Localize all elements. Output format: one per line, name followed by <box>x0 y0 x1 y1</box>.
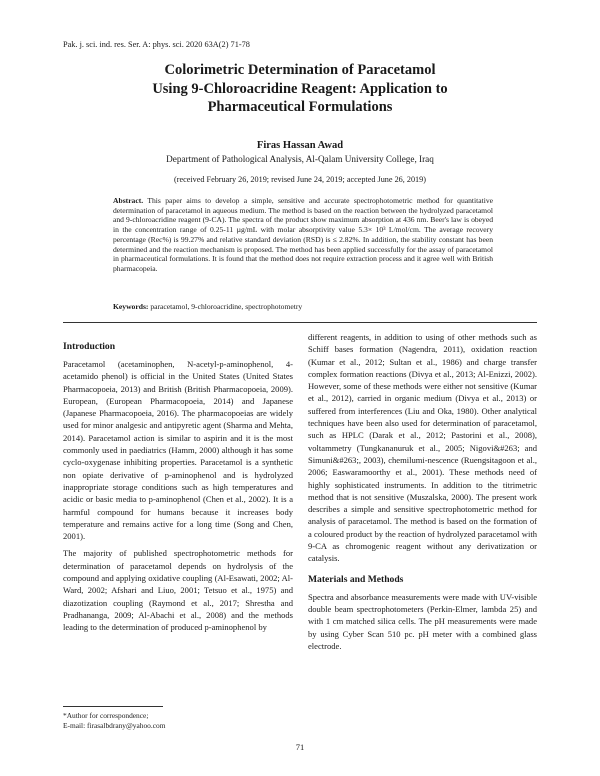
keywords-text: paracetamol, 9-chloroacridine, spectrophotometry <box>150 302 303 311</box>
title-line-3: Pharmaceutical Formulations <box>207 99 393 115</box>
paper-title <box>0 61 600 117</box>
right-column <box>308 331 537 652</box>
page-number: 71 <box>295 742 305 752</box>
footnote-email: E-mail: firasalbdrany@yahoo.com <box>63 721 166 730</box>
journal-citation: Pak. j. sci. ind. res. Ser. A: phys. sci. 2020 63A(2) 71-78 <box>63 40 250 49</box>
materials-methods-paragraph: Spectra and absorbance measurements were made with UV-visible double beam spectrophotometers (Perkin-Elmer, lambda 25) and with 1 cm matched silica cells. The pH measurements were made by using Cyber Scan 510 pc. pH meter with a combined glass electrode. <box>308 591 537 651</box>
submission-dates: (received February 26, 2019; revised June 24, 2019; accepted June 26, 2019) <box>174 175 426 184</box>
materials-methods-heading: Materials and Methods <box>308 573 404 585</box>
abstract <box>113 196 493 274</box>
abstract-text: This paper aims to develop a simple, sensitive and accurate spectrophotometric method for quantitative determination of paracetamol in aqueous medium. The method is based on the reaction between the hydrolyzed paracetamol and 9-chloroacridine reagent (9-CA). The spectra of the product show maximum absorption at 436 nm. Beer's law is obeyed in the concentration range of 0.25-11 µg/mL with molar absorptivity value 5.3× 10³ L/mol/cm. The average recovery percentage (Rec%) is 99.27% and relative standard deviation (RSD) is ≤ 2.82%. In addition, the stability constant has been determined and the reaction mechanism is proposed. The method has been applied successfully for the assay of paracetamol in pharmaceutical formulations. It is found that the method does not require extraction process and it agree well with British pharmacopeia. <box>113 196 493 273</box>
footnote-correspondence: *Author for correspondence; <box>63 711 149 720</box>
left-column <box>63 341 293 634</box>
footnote <box>63 711 165 731</box>
keywords-label: Keywords: <box>113 302 149 311</box>
title-line-1: Colorimetric Determination of Paracetamol <box>164 62 436 78</box>
author-name: Firas Hassan Awad <box>256 140 344 151</box>
author-affiliation: Department of Pathological Analysis, Al-Qalam University College, Iraq <box>166 154 434 164</box>
introduction-paragraph-1: Paracetamol (acetaminophen, N-acetyl-p-aminophenol, 4-acetamido phenol) is official in the United States (United States Pharmacopoeia, 2013) and British (British Pharmacopoeia, 2009). European, (European Pharmacopoeia, 2014) and Japanese (Japanese Pharmacopoeia, 2016). The pharmacopoeias are widely used for minor analgesic and antipyretic agent (Sharma and Mehta, 2014). Paracetamol action is similar to aspirin and it is the most commonly used in paediatrics (Hamm, 2000) although it has some cyclo-oxygenase inhibiting properties. Paracetamol is a synthetic non opiate derivative of p-aminophenol and is hydrolyzed inappropriate storage conditions such as high temperatures and acidic or basic media to p-aminophenol (Chen et al., 2002). It is a harmful compound for humans because it increases body temperature and remains active for a long time (Song and Chen, 2001). <box>63 359 293 542</box>
abstract-label: Abstract. <box>113 196 144 205</box>
introduction-paragraph-2: The majority of published spectrophotometric methods for determination of paracetamol depends on hydrolysis of the compound and applying oxidative coupling (Al-Esawati, 2002; Al-Ward, 2002; Afshari and Liuo, 2001; Tetsuo et al., 1975) and diazotization coupling (Raymond et al., 2017; Shrestha and Pradhananga, 2009; Al-Abachi et al., 2008) and the methods leading to the determination of produced p-aminophenol by <box>63 548 293 633</box>
keywords <box>113 302 493 311</box>
title-line-2: Using 9-Chloroacridine Reagent: Application to <box>152 80 448 97</box>
footnote-divider <box>63 706 163 707</box>
introduction-paragraph-3: different reagents, in addition to using of other methods such as Schiff bases formation (Nagendra, 2011), oxidation reaction (Kumar et al., 2012; Sultan et al., 1986) and charge transfer complex formation reactions (Divya et al., 2013; Al-Enizzi, 2002). However, some of these methods were either not sensitive (Kumar et al., 2012), carried in organic medium (Divya et al., 2013) or suffered from interferences (Liu and Oka, 1980). Other analytical techniques have been also used for determination of paracetamol, such as HPLC (Darak et al., 2012; Pastorini et al., 2008), voltammetry (Tungkananuruk et al., 2005; Nigovi&#263; and Simuni&#263;, 2003), chemilumi-nescence (Ruengsitagoon et al., 2006; Easwaramoorthy et al., 2001). These methods need of highly sophisticated instruments. In addition to the titrimetric method that is not sensitive (Muszalska, 2000). The present work describes a simple and sensitive spectrophotometric method for analysis of paracetamol. The method is based on the formation of a coloured product by the reaction of hydrolyzed paracetamol with 9-CA as chromogenic reagent without any derivatization or catalysis. <box>308 332 537 564</box>
section-divider <box>63 322 537 323</box>
introduction-heading: Introduction <box>63 341 116 352</box>
